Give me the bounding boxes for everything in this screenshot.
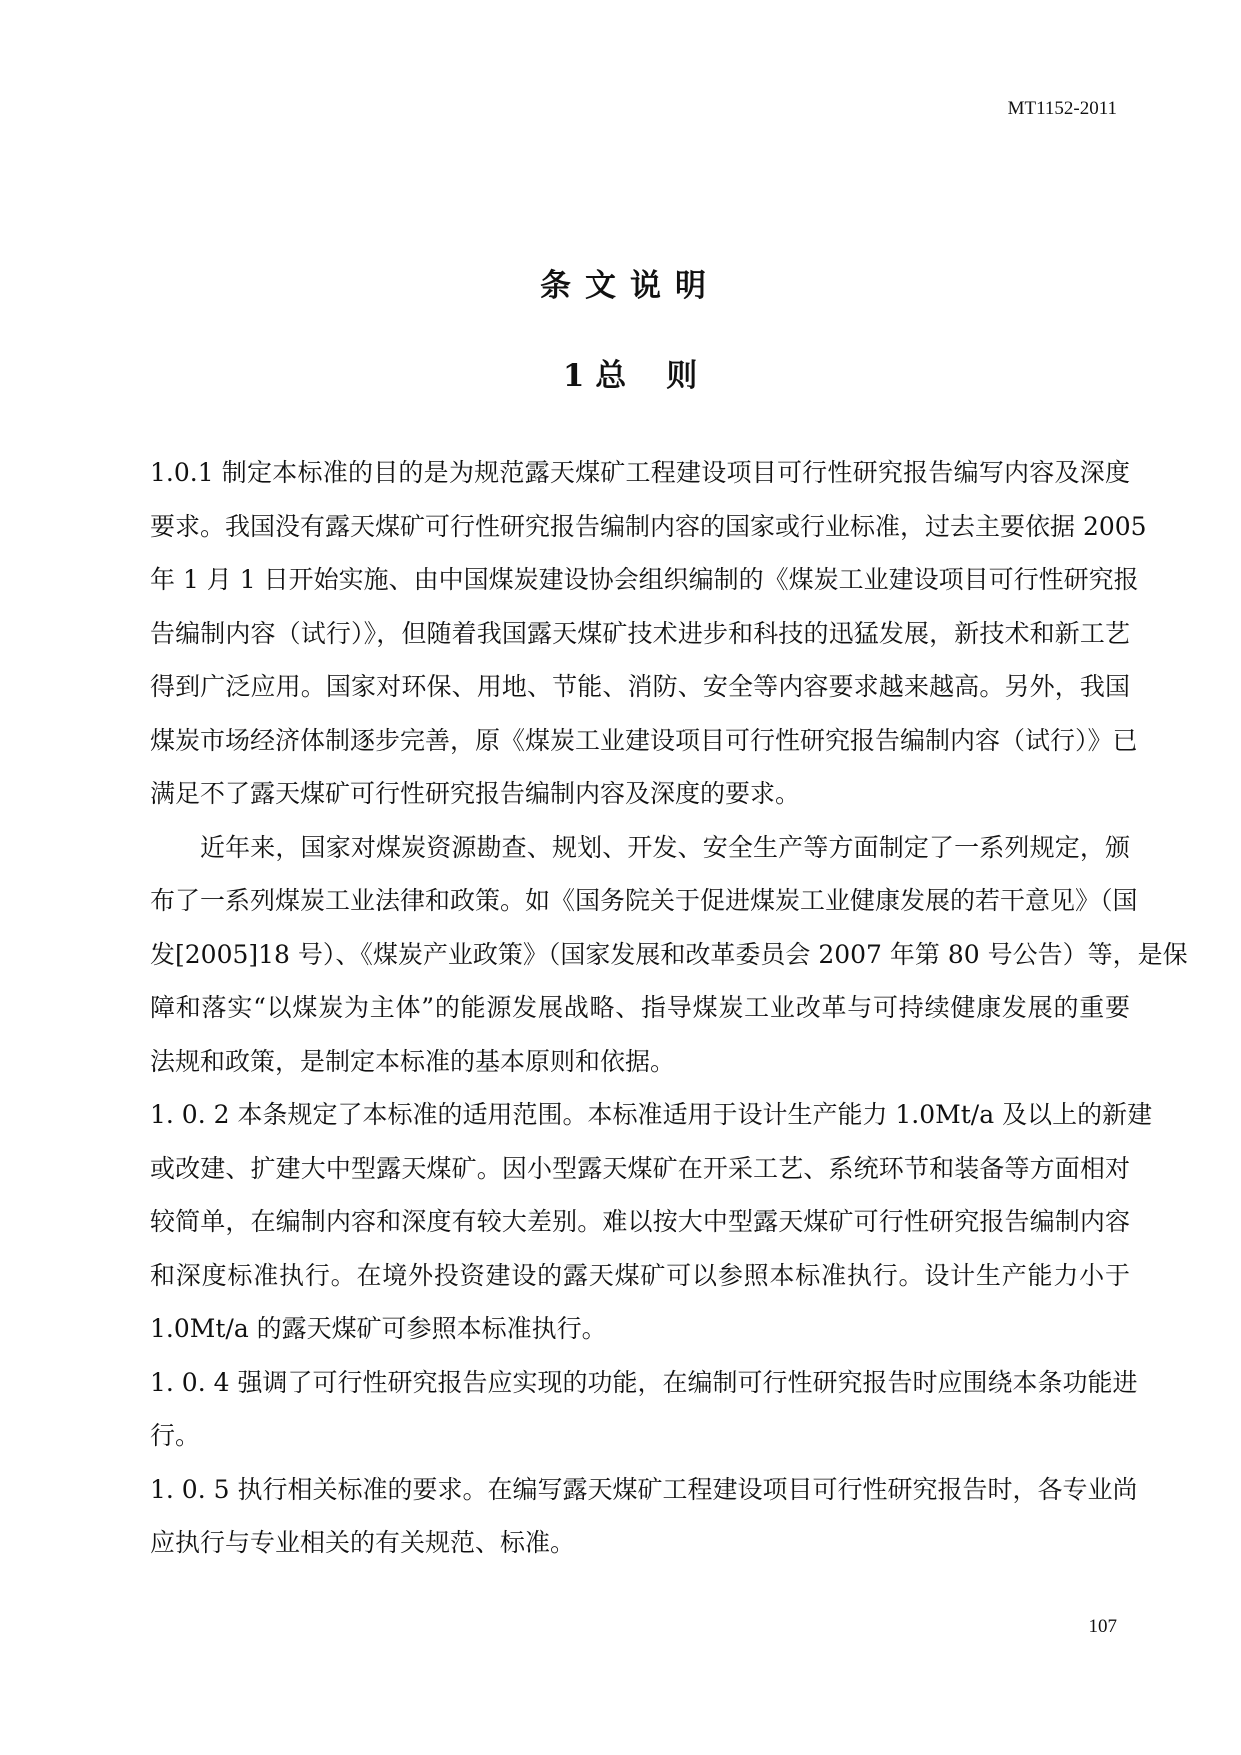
text-line: 布了一系列煤炭工业法律和政策。如《国务院关于促进煤炭工业健康发展的若干意见》（国 bbox=[150, 886, 1138, 915]
text-line: 近年来，国家对煤炭资源勘查、规划、开发、安全生产等方面制定了一系列规定，颁 bbox=[200, 832, 1130, 862]
document-code: MT1152-2011 bbox=[1007, 98, 1117, 119]
chapter-number: 1 bbox=[562, 358, 585, 394]
text-line: 发[2005]18 号）、《煤炭产业政策》（国家发展和改革委员会 2007 年第 80 号公告）等，是保 bbox=[150, 939, 1188, 969]
text-line: 年 1 月 1 日开始实施、由中国煤炭建设协会组织编制的《煤炭工业建设项目可行性研究报 bbox=[150, 565, 1139, 594]
body-text bbox=[150, 446, 1188, 1570]
page-number: 107 bbox=[1088, 1616, 1117, 1637]
text-line: 1.0Mt/a 的露天煤矿可参照本标准执行。 bbox=[150, 1314, 607, 1343]
page-title: 条文说明 bbox=[540, 268, 720, 304]
text-line: 要求。我国没有露天煤矿可行性研究报告编制内容的国家或行业标准，过去主要依据 2005 bbox=[150, 511, 1147, 541]
text-line: 或改建、扩建大中型露天煤矿。因小型露天煤矿在开采工艺、系统环节和装备等方面相对 bbox=[150, 1153, 1130, 1183]
text-line: 告编制内容（试行）》，但随着我国露天煤矿技术进步和科技的迅猛发展，新技术和新工艺 bbox=[150, 618, 1130, 648]
text-line: 和深度标准执行。在境外投资建设的露天煤矿可以参照本标准执行。设计生产能力小于 bbox=[150, 1260, 1130, 1290]
paragraph bbox=[150, 821, 1188, 1089]
paragraph bbox=[150, 446, 1147, 821]
text-line: 较简单，在编制内容和深度有较大差别。难以按大中型露天煤矿可行性研究报告编制内容 bbox=[150, 1207, 1130, 1236]
paragraph bbox=[150, 1356, 1138, 1463]
chapter-heading bbox=[0, 350, 1241, 395]
paragraph bbox=[150, 1088, 1153, 1356]
text-line: 障和落实“以煤炭为主体”的能源发展战略、指导煤炭工业改革与可持续健康发展的重要 bbox=[150, 993, 1130, 1022]
text-line: 应执行与专业相关的有关规范、标准。 bbox=[150, 1528, 576, 1557]
text-line: 1. 0. 4 强调了可行性研究报告应实现的功能，在编制可行性研究报告时应围绕本条功能进 bbox=[150, 1367, 1138, 1397]
text-line: 满足不了露天煤矿可行性研究报告编制内容及深度的要求。 bbox=[150, 779, 801, 808]
text-line: 煤炭市场经济体制逐步完善，原《煤炭工业建设项目可行性研究报告编制内容（试行）》已 bbox=[150, 725, 1138, 755]
text-line: 行。 bbox=[150, 1421, 201, 1450]
chapter-name-part: 总 bbox=[595, 358, 627, 394]
text-line: 得到广泛应用。国家对环保、用地、节能、消防、安全等内容要求越来越高。另外，我国 bbox=[150, 672, 1130, 701]
text-line: 1.0.1 制定本标准的目的是为规范露天煤矿工程建设项目可行性研究报告编写内容及深度 bbox=[150, 458, 1130, 487]
text-line: 1. 0. 5 执行相关标准的要求。在编写露天煤矿工程建设项目可行性研究报告时，各专业尚 bbox=[150, 1474, 1138, 1504]
paragraph bbox=[150, 1463, 1138, 1570]
text-line: 法规和政策，是制定本标准的基本原则和依据。 bbox=[150, 1046, 676, 1076]
text-line: 1. 0. 2 本条规定了本标准的适用范围。本标准适用于设计生产能力 1.0Mt/a 及以上的新建 bbox=[150, 1100, 1153, 1129]
chapter-name-part: 则 bbox=[666, 358, 698, 394]
